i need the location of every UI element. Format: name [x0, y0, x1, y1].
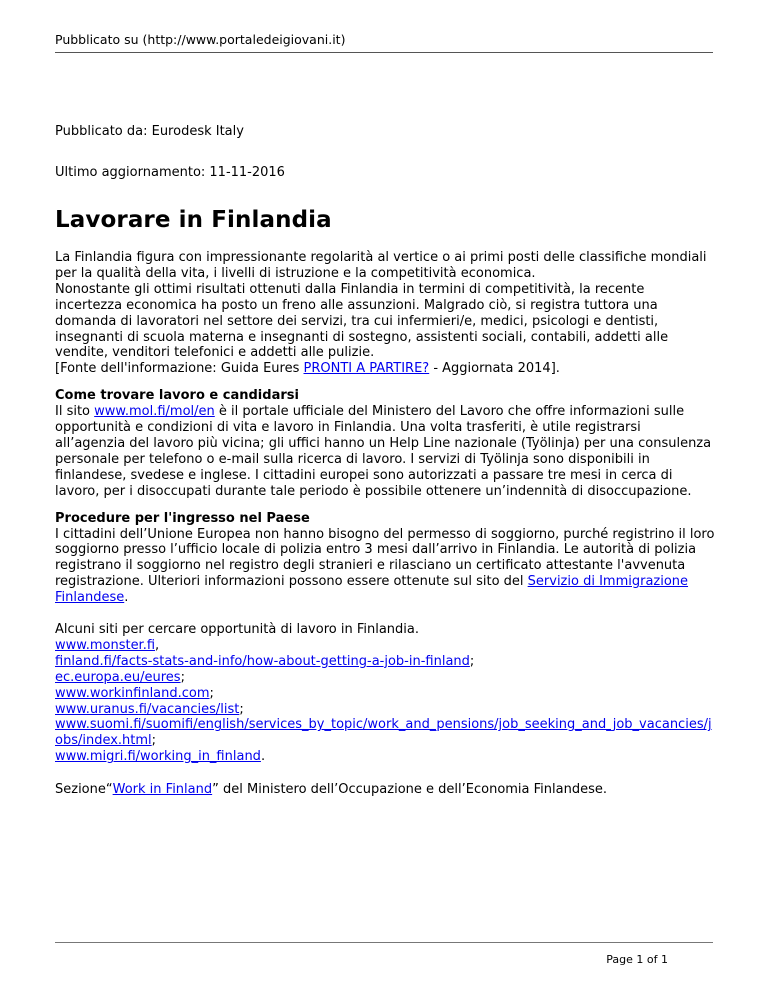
footer-divider — [55, 942, 713, 943]
section-entry-procedures — [55, 511, 715, 606]
published-by: Pubblicato da: Eurodesk Italy — [55, 124, 244, 139]
job-sites-intro: Alcuni siti per cercare opportunità di lavoro in Finlandia. — [55, 622, 419, 638]
work-section-prefix: Sezione“ — [55, 782, 113, 798]
link-separator: , — [155, 637, 160, 653]
section-find-work — [55, 388, 715, 499]
intro-paragraph — [55, 250, 715, 377]
section-find-work-text-start: Il sito — [55, 404, 95, 420]
immigration-service-link[interactable]: Servizio di Immigrazione Finlandese — [55, 574, 689, 606]
section-entry-heading: Procedure per l'ingresso nel Paese — [55, 510, 310, 526]
work-section-suffix: ” del Ministero dell’Occupazione e dell’Economia Finlandese. — [212, 782, 607, 798]
workinfinland-link[interactable]: www.workinfinland.com — [55, 685, 210, 701]
link-separator: ; — [239, 701, 244, 717]
section-entry-text: I cittadini dell’Unione Europea non hanno bisogno del permesso di soggiorno, purché registrino il loro soggiorno presso l’ufficio locale di polizia entro 3 mesi dall’arrivo in Finlandia. Le autorità di polizia registrano il soggiorno nel registro degli stranieri e rilasciano un certificato attestante l'avvenuta registrazione. Ulteriori informazioni possono essere ottenute sul sito del — [55, 526, 715, 590]
page-title: Lavorare in Finlandia — [55, 207, 332, 233]
link-separator: ; — [180, 669, 185, 685]
source-suffix: - Aggiornata 2014]. — [429, 361, 560, 377]
mol-fi-link[interactable]: www.mol.fi/mol/en — [94, 404, 215, 420]
page-number: Page 1 of 1 — [606, 953, 668, 966]
link-separator: ; — [209, 685, 214, 701]
intro-line-2: Nonostante gli ottimi risultati ottenuti dalla Finlandia in termini di competitività, la recente incertezza economica ha posto un freno alle assunzioni. Malgrado ciò, si registra tuttora una domanda di lavoratori nel settore dei servizi, tra cui infermieri/e, medici, psicologi e dentisti, insegnanti di scuola materna e insegnanti di sostegno, assistenti sociali, contabili, addetti alle vendite, venditori telefonici e addetti alle pulizie. — [55, 281, 669, 361]
section-find-work-heading: Come trovare lavoro e candidarsi — [55, 388, 299, 404]
eures-link[interactable]: ec.europa.eu/eures — [55, 669, 181, 685]
job-sites-list — [55, 622, 715, 765]
link-separator: ; — [469, 653, 475, 669]
suomi-fi-link[interactable]: www.suomi.fi/suomifi/english/services_by_topic/work_and_pensions/job_seeking_and_job_vacancies/j — [55, 717, 712, 733]
section-entry-text-end: . — [124, 590, 129, 606]
finland-fi-link[interactable]: finland.fi/facts-stats-and-info/how-about-getting-a-job-in-finland — [55, 653, 470, 669]
pronti-a-partire-link[interactable]: PRONTI A PARTIRE? — [303, 361, 430, 377]
monster-link[interactable]: www.monster.fi — [55, 637, 156, 653]
link-separator: . — [260, 749, 266, 765]
work-in-finland-paragraph — [55, 782, 715, 798]
work-in-finland-link[interactable]: Work in Finland — [112, 782, 213, 798]
migri-link[interactable]: www.migri.fi/working_in_finland — [55, 749, 261, 765]
article-body — [55, 250, 715, 809]
suomi-fi-link-continued[interactable]: obs/index.html — [55, 733, 152, 749]
section-find-work-text: è il portale ufficiale del Ministero del Lavoro che offre informazioni sulle opportunità e condizioni di vita e lavoro in Finlandia. Una volta trasferiti, è utile registrarsi all’agenzia del lavoro più vicina; gli uffici hanno un Help Line nazionale (Työlinja) per una consulenza personale per telefono o e-mail sulla ricerca di lavoro. I servizi di Työlinja sono disponibili in finlandese, svedese e inglese. I cittadini europei sono autorizzati a passare tre mesi in cerca di lavoro, per i disoccupati durante tale periodo è possibile ottenere un’indennità di disoccupazione. — [55, 404, 712, 499]
link-separator: ; — [151, 733, 157, 749]
page-header-source: Pubblicato su (http://www.portaledeigiovani.it) — [55, 32, 713, 53]
last-update: Ultimo aggiornamento: 11-11-2016 — [55, 165, 285, 180]
intro-line-1: La Finlandia figura con impressionante regolarità al vertice o ai primi posti delle classifiche mondiali per la qualità della vita, i livelli di istruzione e la competitività economica. — [55, 250, 707, 281]
uranus-link[interactable]: www.uranus.fi/vacancies/list — [55, 701, 240, 717]
source-prefix: [Fonte dell'informazione: Guida Eures — [55, 361, 304, 377]
